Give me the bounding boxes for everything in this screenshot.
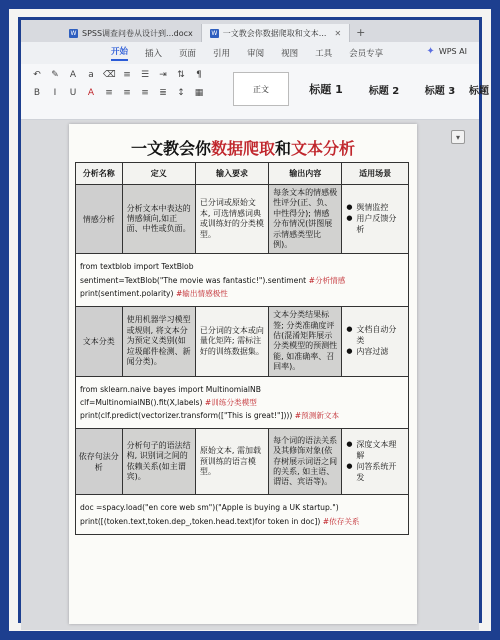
italic-icon[interactable]: I: [53, 88, 57, 98]
title-highlight: 数据爬取: [210, 139, 275, 158]
code-line: print(sentiment.polarity) #输出情感极性: [80, 288, 228, 298]
new-tab-icon[interactable]: +: [356, 26, 366, 39]
cell-scenarios: [342, 307, 409, 376]
clear-format-icon[interactable]: ⌫: [103, 70, 116, 80]
line-spacing-icon[interactable]: ↕: [177, 88, 185, 98]
sparkle-icon: ✦: [426, 46, 435, 57]
cell-input: 已分词或原始文本, 可选情感词典或训练好的分类模型。: [195, 185, 268, 254]
menu-review[interactable]: 审阅: [247, 49, 265, 59]
table-row: [76, 185, 409, 254]
word-doc-icon: W: [211, 29, 218, 37]
menu-view[interactable]: 视图: [281, 49, 299, 59]
list-item: ● 文档自动分类: [346, 325, 404, 347]
code-line: clf=MultinomialNB().fit(X,labels) #训练分类模型: [80, 397, 257, 407]
header-definition: 定义: [122, 163, 195, 185]
code-comment: #输出情感极性: [175, 288, 228, 298]
style-heading-1[interactable]: 标题 1: [309, 83, 343, 96]
code-row: [76, 254, 409, 307]
menu-references[interactable]: 引用: [213, 49, 231, 59]
title-highlight: 文本分析: [291, 139, 356, 158]
header-name: 分析名称: [76, 163, 123, 185]
document-page: [69, 124, 417, 624]
undo-icon[interactable]: ↶: [33, 70, 41, 80]
side-panel-icon[interactable]: ▾: [451, 130, 465, 144]
cell-output: 每条文本的情感极性评分(正、负、中性得分); 情感分布情况(饼图展示情感类型比例)。: [269, 185, 342, 254]
tab-label: SPSS调查问卷从设计到...docx: [82, 28, 193, 38]
style-normal[interactable]: 正文: [233, 72, 289, 106]
code-block: [76, 254, 409, 307]
cell-input: 原始文本, 需加载预训练的语言模型。: [195, 429, 268, 495]
menu-bar: [21, 42, 479, 64]
cell-input: 已分词的文本或向量化矩阵; 需标注好的训练数据集。: [195, 307, 268, 376]
cell-name: 依存句法分析: [76, 429, 123, 495]
menu-member[interactable]: 会员专享: [349, 49, 384, 59]
code-line: doc =spacy.load("en core web sm")("Apple is buying a UK startup."): [80, 503, 339, 513]
code-line: from textblob import TextBlob: [80, 262, 194, 272]
cell-scenarios: [342, 185, 409, 254]
style-heading-3[interactable]: 标题 3: [424, 85, 456, 97]
table-row: [76, 307, 409, 376]
show-marks-icon[interactable]: ¶: [196, 70, 202, 80]
sort-icon[interactable]: ⇅: [177, 70, 185, 80]
wps-ai-button[interactable]: [426, 46, 467, 57]
tab-label: 一文教会你数据爬取和文本...: [222, 28, 327, 38]
cell-output: 文本分类结果标签; 分类准确度评估(混淆矩阵展示分类模型的预测性能, 如准确率、召回率)。: [269, 307, 342, 376]
bold-icon[interactable]: B: [33, 88, 41, 98]
ribbon: [21, 64, 489, 120]
title-part: 一文教会你: [130, 139, 211, 158]
list-item: ● 问答系统开发: [346, 462, 404, 484]
screen: [18, 17, 489, 623]
tab-doc-1[interactable]: [61, 24, 202, 42]
page-title: [69, 136, 417, 159]
shading-icon[interactable]: ▦: [194, 88, 204, 98]
justify-icon[interactable]: ≣: [159, 88, 167, 98]
list-item: ● 用户反馈分析: [346, 214, 404, 236]
code-line: sentiment=TextBlob("The movie was fantastic!").sentiment #分析情感: [80, 275, 346, 285]
bullets-icon[interactable]: ≡: [123, 70, 131, 80]
code-block: [76, 376, 409, 429]
header-output: 输出内容: [269, 163, 342, 185]
cell-definition: 使用机器学习模型或规则, 将文本分为预定义类别(如垃圾邮件检测、新闻分类)。: [122, 307, 195, 376]
tab-doc-2[interactable]: [202, 24, 350, 42]
wps-ai-label: WPS AI: [438, 47, 467, 56]
code-line: print([(token.text,token.dep_,token.head.text)for token in doc]) #依存关系: [80, 516, 360, 526]
header-input: 输入要求: [195, 163, 268, 185]
code-comment: #分析情感: [308, 275, 346, 285]
table-header-row: [76, 163, 409, 185]
cell-output: 每个词的语法关系及其修饰对象(依存树展示词语之间的关系, 如主语、谓语、宾语等)。: [269, 429, 342, 495]
code-row: [76, 376, 409, 429]
tab-bar: [21, 20, 479, 42]
table-row: [76, 429, 409, 495]
align-right-icon[interactable]: ≡: [141, 88, 149, 98]
code-comment: #预测新文本: [294, 411, 340, 421]
cell-definition: 分析句子的语法结构, 识别词之间的依赖关系(如主谓宾)。: [122, 429, 195, 495]
word-doc-icon: W: [70, 29, 77, 37]
underline-icon[interactable]: U: [69, 88, 77, 98]
title-part: 和: [275, 139, 292, 158]
indent-icon[interactable]: ⇥: [159, 70, 167, 80]
code-row: [76, 495, 409, 535]
format-toolbar: [31, 70, 221, 114]
menu-tools[interactable]: 工具: [315, 49, 333, 59]
header-scenario: 适用场景: [342, 163, 409, 185]
analysis-table: [75, 162, 409, 535]
list-item: ● 内容过滤: [346, 347, 404, 358]
numbering-icon[interactable]: ☰: [140, 70, 150, 80]
code-comment: #训练分类模型: [204, 397, 257, 407]
cell-name: 文本分类: [76, 307, 123, 376]
align-center-icon[interactable]: ≡: [123, 88, 131, 98]
font-size-up-icon[interactable]: A: [69, 70, 77, 80]
paint-format-icon[interactable]: ✎: [51, 70, 59, 80]
menu-insert[interactable]: 插入: [145, 49, 163, 59]
cell-name: 情感分析: [76, 185, 123, 254]
list-item: ● 深度文本理解: [346, 440, 404, 462]
document-area: [21, 120, 479, 630]
cell-definition: 分析文本中表达的情感倾向,如正面、中性或负面。: [122, 185, 195, 254]
code-comment: #依存关系: [322, 516, 360, 526]
code-block: [76, 495, 409, 535]
cell-scenarios: [342, 429, 409, 495]
font-color-icon[interactable]: A: [87, 88, 95, 98]
close-icon[interactable]: ✕: [334, 28, 342, 38]
code-line: print(clf.predict(vectorizer.transform(["This is great!"]))) #预测新文本: [80, 411, 340, 421]
font-size-down-icon[interactable]: a: [88, 70, 94, 80]
menu-home[interactable]: 开始: [111, 45, 128, 61]
list-item: ● 舆情监控: [346, 203, 404, 214]
code-line: from sklearn.naive bayes import MultinomialNB: [80, 384, 261, 394]
style-heading-2[interactable]: 标题 2: [368, 85, 400, 97]
style-more[interactable]: 标题: [469, 85, 489, 97]
align-left-icon[interactable]: ≡: [105, 88, 113, 98]
menu-page[interactable]: 页面: [179, 49, 197, 59]
